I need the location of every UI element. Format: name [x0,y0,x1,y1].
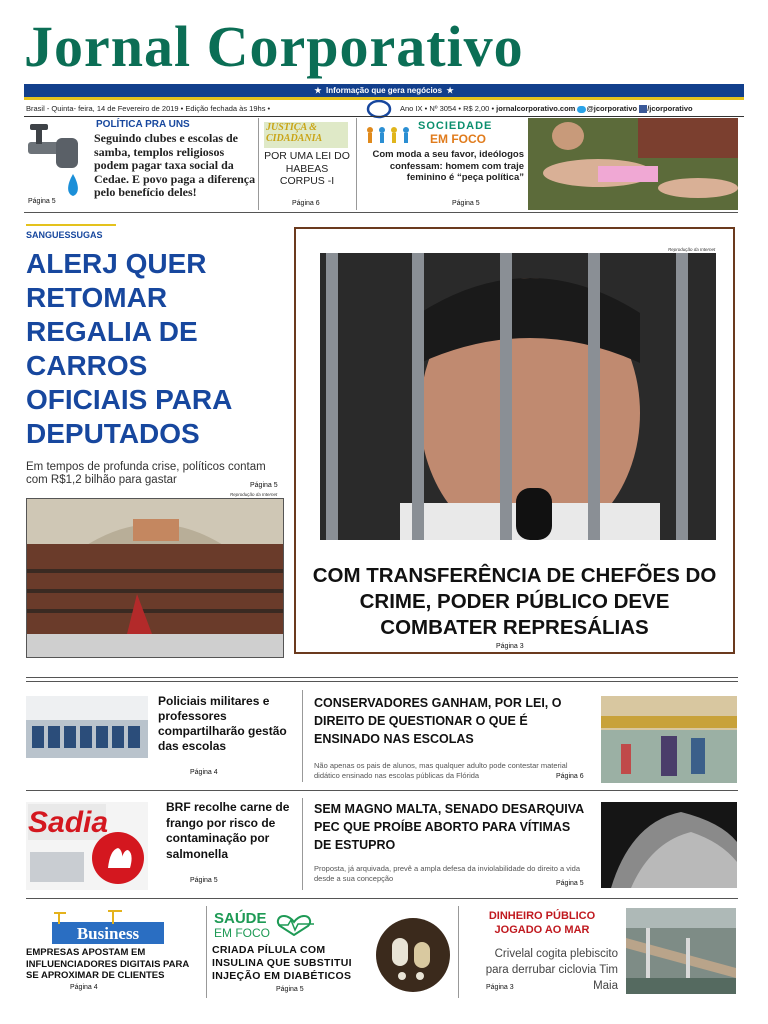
price: R$ 2,00 [463,104,490,113]
website-link[interactable]: jornalcorporativo.com [496,104,576,113]
lead-right-box[interactable] [294,227,735,654]
faucet-icon [26,120,88,204]
page-ref: Página 3 [496,643,524,650]
star-icon: ★ [314,86,322,95]
facebook-handle[interactable]: /jcorporativo [647,104,693,113]
divider [26,790,738,791]
bullet-icon: • [267,104,271,113]
page-ref: Página 4 [70,984,98,991]
page-ref: Página 6 [292,200,320,207]
crying-face-photo [601,802,737,888]
logo-line1: JUSTIÇA & [266,122,317,133]
teaser-sociedade[interactable] [360,118,526,210]
bullet-icon: • [180,104,186,113]
school-protest-photo [601,696,737,783]
divider [356,118,357,210]
year: Ano IX [400,104,423,113]
lead-subhead: Em tempos de profunda crise, políticos contam com R$1,2 bilhão para gastar [26,461,266,486]
slogan-bar [24,84,744,97]
police-school-photo [26,696,148,758]
twitter-handle[interactable]: @jcorporativo [586,104,638,113]
facebook-icon [639,105,647,113]
assembly-photo [26,498,284,658]
teaser-text: Com moda a seu favor, ideólogos confessam: homem com traje feminino é “peça política” [372,149,524,183]
photo-credit: Reprodução da Internet [230,492,278,497]
prisoner-photo [320,253,716,540]
divider [206,906,207,998]
page-ref: Página 5 [190,877,218,884]
page-ref: Página 6 [556,773,584,780]
divider [26,898,738,899]
divider [24,116,744,117]
section-label: SANGUESSUGAS [26,230,103,240]
saude-logo-line1: SAÚDE [214,910,267,927]
teaser-photo [528,118,738,210]
story-summary: Proposta, já arquivada, prevê a ampla defesa da inviolabilidade do direito a vida desde a sua concepção [314,864,581,883]
page-ref: Página 5 [250,482,278,489]
lead-headline[interactable]: ALERJ QUER RETOMAR REGALIA DE CARROS OFICIAIS PARA DEPUTADOS [26,248,232,449]
saude-logo-line2: EM FOCO [214,926,270,940]
double-divider [26,677,738,682]
story-headline[interactable]: BRF recolhe carne de frango por risco de contaminação por salmonella [166,800,290,861]
bottom-headline[interactable]: Crivelal cogita plebiscito para derrubar ciclovia Tim Maia [485,948,618,992]
lead-right-headline: COM TRANSFERÊNCIA DE CHEFÕES DO CRIME, PODER PÚBLICO DEVE COMBATER REPRESÁLIAS [312,564,717,639]
page-ref: Página 5 [28,198,56,205]
section-label: POLÍTICA PRA UNS [96,119,190,130]
info-right: Ano IX • Nº 3054 • R$ 2,00 • jornalcorporativo.com @jcorporativo /jcorporativo [400,104,693,113]
page-ref: Página 4 [190,769,218,776]
bottom-headline[interactable]: CRIADA PÍLULA COM INSULINA QUE SUBSTITUI INJEÇÃO EM DIABÉTICOS [212,944,352,982]
logo-line2: CIDADANIA [266,133,323,144]
teaser-text: POR UMA LEI DO HABEAS CORPUS -I [264,150,350,187]
pill-icon [376,918,450,992]
slogan: Informação que gera negócios [325,86,443,95]
business-logo [52,910,164,944]
photo-credit: Reprodução da Internet [668,247,716,252]
justica-logo [264,122,348,148]
business-wordmark: Business [76,924,140,943]
divider [458,906,459,998]
story-summary: Não apenas os pais de alunos, mas qualquer adulto pode contestar material didático ensinado nas escolas públicas da Flórida [314,761,568,780]
sadia-wordmark: Sadia [28,806,109,839]
logo-line1: SOCIEDADE [418,120,493,132]
accent-rule [26,224,116,226]
bottom-headline[interactable]: EMPRESAS APOSTAM EM INFLUENCIADORES DIGITAIS PARA SE APROXIMAR DE CLIENTES [26,947,189,981]
people-group-icon [362,122,416,148]
divider [24,212,738,213]
story-headline[interactable]: SEM MAGNO MALTA, SENADO DESARQUIVA PEC QUE PROÍBE ABORTO PARA VÍTIMAS DE ESTUPRO [314,802,584,852]
teaser-justica[interactable] [262,118,354,210]
teaser-text: Seguindo clubes e escolas de samba, templos religiosos podem pagar taxa social da Cedae. E povo paga a diferença pelo benefício deles! [94,131,256,199]
info-left [26,104,270,113]
teaser-politica[interactable] [26,118,256,210]
divider [302,798,303,890]
city-date: Brasil - Quinta- feira, 14 de Fevereiro de 2019 [26,104,179,113]
page-ref: Página 5 [452,200,480,207]
page-ref: Página 5 [276,986,304,993]
heartbeat-icon [274,912,318,936]
bike-path-photo [626,908,736,994]
story-headline[interactable]: Policiais militares e professores compartilharão gestão das escolas [158,694,287,753]
sadia-logo [26,802,148,890]
issue-number: Nº 3054 [429,104,457,113]
page-ref: Página 5 [556,880,584,887]
star-icon: ★ [446,86,454,95]
section-label: DINHEIRO PÚBLICO JOGADO AO MAR [488,910,596,936]
page-ref: Página 3 [486,984,514,991]
divider [302,690,303,782]
masthead-title: Jornal Corporativo [24,14,524,79]
edition-time: Edição fechada às 19hs [185,104,266,113]
chicken-icon [92,832,144,884]
story-headline[interactable]: CONSERVADORES GANHAM, POR LEI, O DIREITO DE QUESTIONAR O QUE É ENSINADO NAS ESCOLAS [314,696,562,746]
logo-line2: EM FOCO [430,132,486,146]
divider [258,118,259,210]
